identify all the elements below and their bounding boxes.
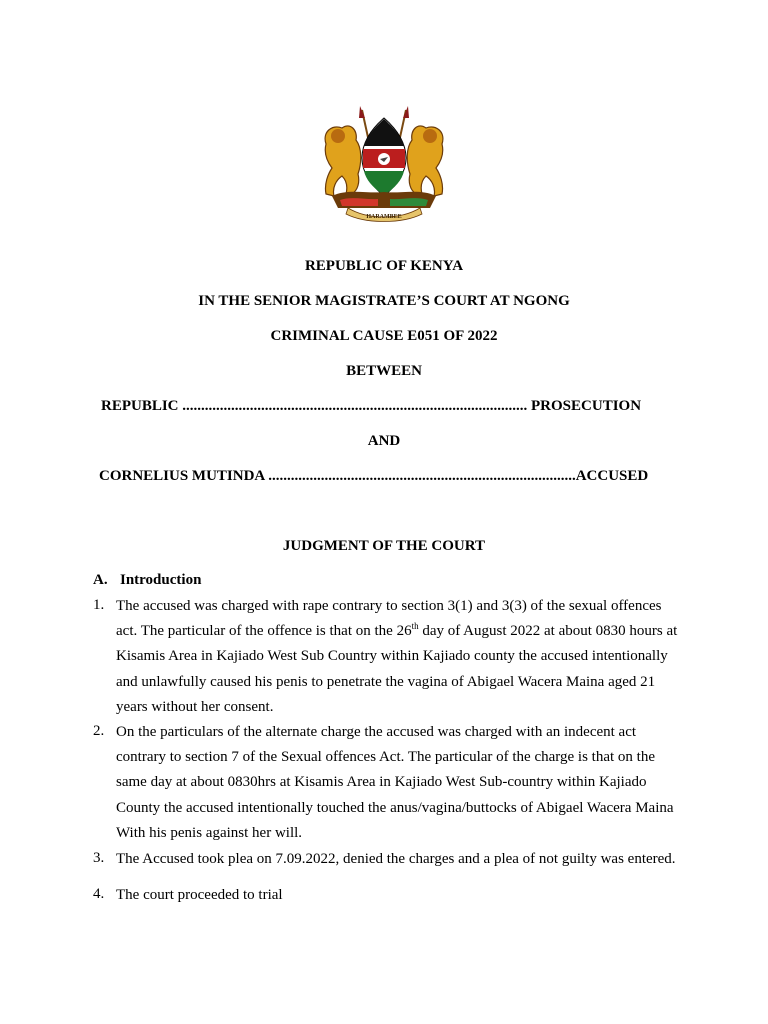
ordinal-superscript: th <box>411 621 419 632</box>
header-case-number: CRIMINAL CAUSE E051 OF 2022 <box>270 328 498 344</box>
section-title: Introduction <box>120 572 202 588</box>
list-item-number: 1. <box>93 597 105 613</box>
list-item-number: 4. <box>93 886 105 902</box>
party-prosecution-name: REPUBLIC <box>101 398 183 414</box>
party-accused-role: ACCUSED <box>575 468 649 484</box>
item-text-part: The accused was charged with rape contrary to section 3(1) and 3(3) of the sexual offences act. The particular of the offence is that on the 26 <box>116 598 662 640</box>
item-text-part: day of August 2022 at about 0830 hours at Kisamis Area in Kajiado West Sub Country within Kajiado county the accused intentionally and unlawfully caused his penis to penetrate the vagina of Abigael Wacera Maina aged 21 years without her consent. <box>116 623 678 715</box>
dot-leader: ............................................................................................ <box>182 398 528 414</box>
list-item-number: 2. <box>93 723 105 739</box>
kenya-coat-of-arms-emblem <box>318 104 450 222</box>
party-accused-line <box>99 468 671 485</box>
list-item <box>93 850 683 868</box>
party-and: AND <box>367 433 401 449</box>
list-item-text <box>116 594 683 720</box>
section-number: A. <box>93 572 108 588</box>
list-item-text: On the particulars of the alternate charge the accused was charged with an indecent act contrary to section 7 of the Sexual offences Act. The particular of the charge is that on the same day at about 0830hrs at Kisamis Area in Kajiado West Sub-country within Kajiado County the accused intentionally touched the anus/vagina/buttocks of Abigael Wacera Maina With his penis against her will. <box>116 724 674 841</box>
list-item <box>93 720 683 846</box>
party-prosecution-role: PROSECUTION <box>527 398 642 414</box>
list-item <box>93 886 683 904</box>
list-item-number: 3. <box>93 850 105 866</box>
party-prosecution-line <box>101 398 667 415</box>
judgment-title: JUDGMENT OF THE COURT <box>282 538 486 554</box>
header-court: IN THE SENIOR MAGISTRATE’S COURT AT NGONG <box>198 293 570 309</box>
list-item <box>93 594 683 720</box>
crest-motto: HARAMBEE <box>366 214 402 220</box>
dot-leader: .................................................................................. <box>268 468 576 484</box>
list-item-text: The Accused took plea on 7.09.2022, denied the charges and a plea of not guilty was entered. <box>116 851 676 867</box>
header-between: BETWEEN <box>346 363 422 379</box>
section-heading-introduction <box>93 572 201 589</box>
header-republic: REPUBLIC OF KENYA <box>304 258 464 274</box>
party-accused-name: CORNELIUS MUTINDA <box>99 468 269 484</box>
list-item-text: The court proceeded to trial <box>116 887 283 903</box>
